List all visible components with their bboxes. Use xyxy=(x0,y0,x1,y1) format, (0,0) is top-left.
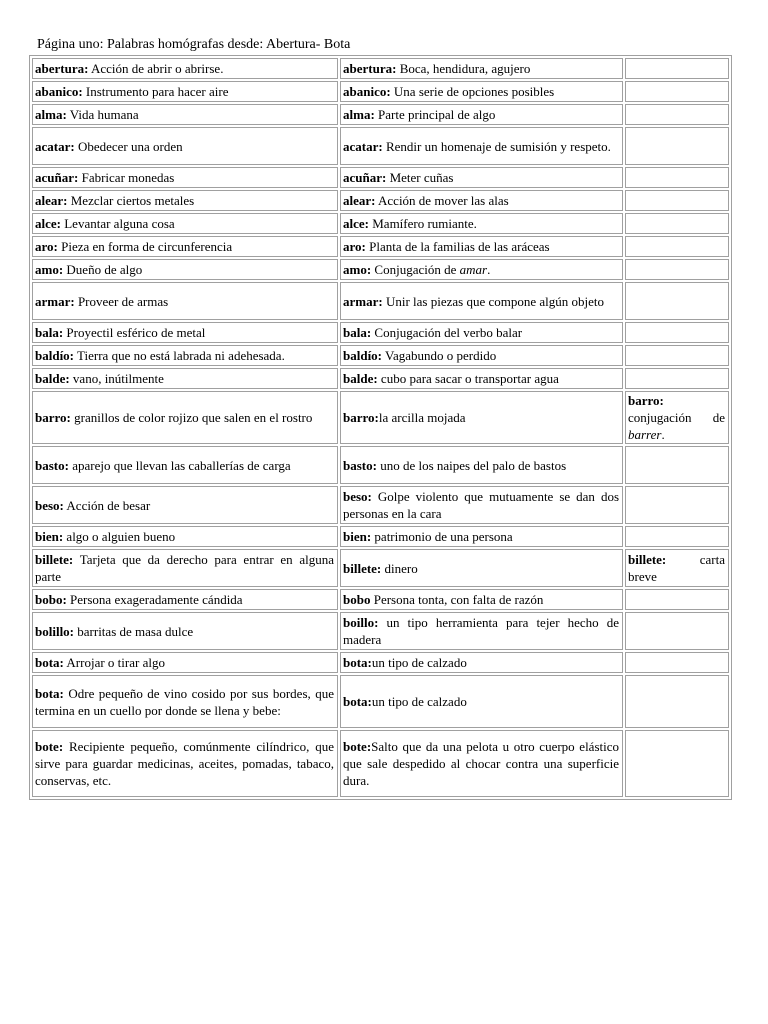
cell-c2 xyxy=(340,589,623,610)
table-row xyxy=(32,486,729,524)
homograph-word: abanico: xyxy=(35,84,83,99)
homograph-word: armar: xyxy=(343,293,383,309)
definition: uno de los naipes del palo de bastos xyxy=(376,457,567,473)
cell-c2 xyxy=(340,345,623,366)
cell-c1 xyxy=(32,486,338,524)
homograph-word: baldío: xyxy=(35,348,75,363)
table-row xyxy=(32,549,729,587)
homograph-word: barro: xyxy=(343,410,379,425)
homograph-word: baldío: xyxy=(343,348,383,363)
homograph-word: bala: xyxy=(343,325,372,340)
cell-c3 xyxy=(625,104,729,125)
cell-c2 xyxy=(340,446,623,484)
cell-c1 xyxy=(32,127,338,165)
cell-c1 xyxy=(32,675,338,728)
definition: Vagabundo o perdido xyxy=(382,348,497,363)
definition: Tierra que no está labrada ni adehesada. xyxy=(74,348,285,363)
cell-c3 xyxy=(625,259,729,280)
definition: carta breve xyxy=(628,552,725,584)
cell-c2 xyxy=(340,526,623,547)
definition-italic: barrer xyxy=(628,427,662,442)
cell-c3 xyxy=(625,81,729,102)
cell-c3 xyxy=(625,368,729,389)
cell-c1 xyxy=(32,730,338,797)
cell-c3 xyxy=(625,345,729,366)
table-row xyxy=(32,127,729,165)
cell-c1 xyxy=(32,446,338,484)
cell-c3 xyxy=(625,446,729,484)
cell-c1 xyxy=(32,259,338,280)
definition: Una serie de opciones posibles xyxy=(390,84,555,99)
cell-c2 xyxy=(340,730,623,797)
definition: Arrojar o tirar algo xyxy=(63,655,165,670)
cell-c1 xyxy=(32,322,338,343)
table-row xyxy=(32,259,729,280)
cell-c1 xyxy=(32,104,338,125)
cell-c2 xyxy=(340,127,623,165)
table-row xyxy=(32,190,729,211)
table-row xyxy=(32,652,729,673)
homograph-word: aro: xyxy=(343,239,366,254)
cell-c3 xyxy=(625,236,729,257)
cell-c1 xyxy=(32,612,338,650)
definition: Tarjeta que da derecho para entrar en alguna parte xyxy=(35,552,334,584)
homograph-word: billete: xyxy=(343,560,382,576)
homograph-word: boillo: xyxy=(343,615,379,630)
cell-c3 xyxy=(625,58,729,79)
homograph-word: acuñar: xyxy=(343,170,387,185)
homograph-word: bien: xyxy=(343,529,372,544)
definition: Rendir un homenaje de sumisión y respeto. xyxy=(382,138,611,154)
cell-c3 xyxy=(625,282,729,320)
homograph-word: balde: xyxy=(343,371,378,386)
definition: Proyectil esférico de metal xyxy=(63,325,206,340)
cell-c3 xyxy=(625,589,729,610)
homograph-word: abertura: xyxy=(35,61,89,76)
definition: Conjugación de xyxy=(371,262,460,277)
homograph-word: aro: xyxy=(35,239,58,254)
cell-c1 xyxy=(32,58,338,79)
definition: Recipiente pequeño, comúnmente cilíndrico, que sirve para guardar medicinas, aceites, pomadas, tabaco, conservas, etc. xyxy=(35,739,334,788)
definition: Conjugación del verbo balar xyxy=(371,325,523,340)
cell-c3 xyxy=(625,213,729,234)
table-row xyxy=(32,675,729,728)
cell-c2 xyxy=(340,675,623,728)
definition: Pieza en forma de circunferencia xyxy=(57,239,233,254)
definition: Odre pequeño de vino cosido por sus bordes, que termina en un cuello por donde se llena y bebe: xyxy=(35,685,334,718)
cell-c1 xyxy=(32,167,338,188)
definition: algo o alguien bueno xyxy=(63,529,176,544)
homograph-word: bota: xyxy=(35,685,64,701)
cell-c1 xyxy=(32,345,338,366)
definition: granillos de color rojizo que salen en el rostro xyxy=(70,410,313,425)
homographs-table xyxy=(29,55,732,800)
table-row xyxy=(32,526,729,547)
table-row xyxy=(32,104,729,125)
definition-italic: amar xyxy=(459,262,488,277)
homograph-word: alce: xyxy=(343,216,369,231)
homograph-word: acuñar: xyxy=(35,170,79,185)
definition: Boca, hendidura, agujero xyxy=(396,61,531,76)
definition: aparejo que llevan las caballerías de carga xyxy=(68,457,291,473)
homograph-word: balde: xyxy=(35,371,70,386)
page-title: Página uno: Palabras homógrafas desde: Abertura- Bota xyxy=(37,37,351,52)
cell-c2 xyxy=(340,58,623,79)
cell-c3 xyxy=(625,652,729,673)
cell-c3 xyxy=(625,675,729,728)
definition: un tipo de calzado xyxy=(371,655,467,670)
table-row xyxy=(32,81,729,102)
definition: Obedecer una orden xyxy=(74,138,183,154)
homograph-word: basto: xyxy=(343,457,377,473)
cell-c2 xyxy=(340,612,623,650)
homograph-word: bien: xyxy=(35,529,64,544)
cell-c2 xyxy=(340,282,623,320)
table-row xyxy=(32,612,729,650)
cell-c2 xyxy=(340,322,623,343)
definition: dinero xyxy=(381,560,418,576)
table-row xyxy=(32,236,729,257)
homograph-word: billete: xyxy=(628,552,667,567)
definition: barritas de masa dulce xyxy=(74,623,194,639)
table-row xyxy=(32,391,729,444)
cell-c2 xyxy=(340,259,623,280)
homograph-word: bala: xyxy=(35,325,64,340)
cell-c3 xyxy=(625,167,729,188)
homograph-word: amo: xyxy=(35,262,64,277)
definition: un tipo de calzado xyxy=(371,694,467,709)
homograph-word: alear: xyxy=(343,193,376,208)
definition-end: . xyxy=(487,262,491,277)
table-row xyxy=(32,213,729,234)
definition: la arcilla mojada xyxy=(378,410,466,425)
cell-c3 xyxy=(625,486,729,524)
definition: Planta de la familias de las aráceas xyxy=(365,239,550,254)
definition: Acción de besar xyxy=(63,497,151,513)
definition: Dueño de algo xyxy=(63,262,143,277)
table-row xyxy=(32,322,729,343)
homograph-word: abertura: xyxy=(343,61,397,76)
table-row xyxy=(32,730,729,797)
cell-c2 xyxy=(340,236,623,257)
homograph-word: bote: xyxy=(343,739,372,754)
cell-c3 xyxy=(625,190,729,211)
definition: un tipo herramienta para tejer hecho de madera xyxy=(343,615,619,647)
cell-c1 xyxy=(32,368,338,389)
table-row xyxy=(32,167,729,188)
cell-c2 xyxy=(340,190,623,211)
cell-c2 xyxy=(340,486,623,524)
homograph-word: bobo xyxy=(343,592,371,607)
cell-c3 xyxy=(625,322,729,343)
cell-c1 xyxy=(32,236,338,257)
homograph-word: alma: xyxy=(35,107,67,122)
cell-c3 xyxy=(625,391,729,444)
definition: Acción de mover las alas xyxy=(375,193,509,208)
homograph-word: bota: xyxy=(343,655,372,670)
definition: Acción de abrir o abrirse. xyxy=(88,61,224,76)
homograph-word: alma: xyxy=(343,107,375,122)
cell-c1 xyxy=(32,81,338,102)
cell-c1 xyxy=(32,190,338,211)
cell-c3 xyxy=(625,127,729,165)
definition: Persona exageradamente cándida xyxy=(66,592,243,607)
definition: Unir las piezas que compone algún objeto xyxy=(382,293,605,309)
homograph-word: abanico: xyxy=(343,84,391,99)
table-row xyxy=(32,58,729,79)
definition: Salto que da una pelota u otro cuerpo elástico que sale despedido al chocar contra una superficie dura. xyxy=(343,739,619,788)
cell-c2 xyxy=(340,549,623,587)
homograph-word: beso: xyxy=(35,497,64,513)
homograph-word: barro: xyxy=(35,410,71,425)
cell-c1 xyxy=(32,526,338,547)
homograph-word: amo: xyxy=(343,262,372,277)
cell-c2 xyxy=(340,368,623,389)
definition: Mamífero rumiante. xyxy=(368,216,477,231)
table-row xyxy=(32,446,729,484)
homograph-word: bota: xyxy=(35,655,64,670)
definition: Persona tonta, con falta de razón xyxy=(370,592,544,607)
cell-c3 xyxy=(625,730,729,797)
cell-c3 xyxy=(625,549,729,587)
definition: cubo para sacar o transportar agua xyxy=(377,371,559,386)
definition: conjugación de xyxy=(628,410,725,425)
table-row xyxy=(32,589,729,610)
table-row xyxy=(32,345,729,366)
homograph-word: armar: xyxy=(35,293,75,309)
definition: Fabricar monedas xyxy=(78,170,175,185)
table-row xyxy=(32,368,729,389)
homograph-word: barro: xyxy=(628,393,664,408)
definition: Golpe violento que mutuamente se dan dos personas en la cara xyxy=(343,489,619,521)
cell-c2 xyxy=(340,104,623,125)
cell-c3 xyxy=(625,612,729,650)
cell-c2 xyxy=(340,167,623,188)
cell-c1 xyxy=(32,391,338,444)
cell-c1 xyxy=(32,282,338,320)
cell-c2 xyxy=(340,652,623,673)
homograph-word: alear: xyxy=(35,193,68,208)
cell-c1 xyxy=(32,589,338,610)
homograph-word: bolillo: xyxy=(35,623,75,639)
homograph-word: acatar: xyxy=(35,138,75,154)
cell-c1 xyxy=(32,549,338,587)
homograph-word: bobo: xyxy=(35,592,67,607)
homograph-word: billete: xyxy=(35,552,74,567)
homograph-word: bote: xyxy=(35,739,64,754)
homograph-word: alce: xyxy=(35,216,61,231)
cell-c1 xyxy=(32,213,338,234)
cell-c3 xyxy=(625,526,729,547)
cell-c2 xyxy=(340,391,623,444)
definition: Proveer de armas xyxy=(74,293,169,309)
definition: Levantar alguna cosa xyxy=(60,216,175,231)
homograph-word: acatar: xyxy=(343,138,383,154)
cell-c2 xyxy=(340,81,623,102)
homograph-word: beso: xyxy=(343,489,372,504)
definition: vano, inútilmente xyxy=(69,371,164,386)
table-row xyxy=(32,282,729,320)
definition-end: . xyxy=(661,427,665,442)
definition: Meter cuñas xyxy=(386,170,454,185)
definition: Mezclar ciertos metales xyxy=(67,193,195,208)
definition: Instrumento para hacer aire xyxy=(82,84,229,99)
homograph-word: basto: xyxy=(35,457,69,473)
cell-c1 xyxy=(32,652,338,673)
definition: Vida humana xyxy=(66,107,139,122)
definition: Parte principal de algo xyxy=(374,107,496,122)
definition: patrimonio de una persona xyxy=(371,529,513,544)
homograph-word: bota: xyxy=(343,694,372,709)
cell-c2 xyxy=(340,213,623,234)
